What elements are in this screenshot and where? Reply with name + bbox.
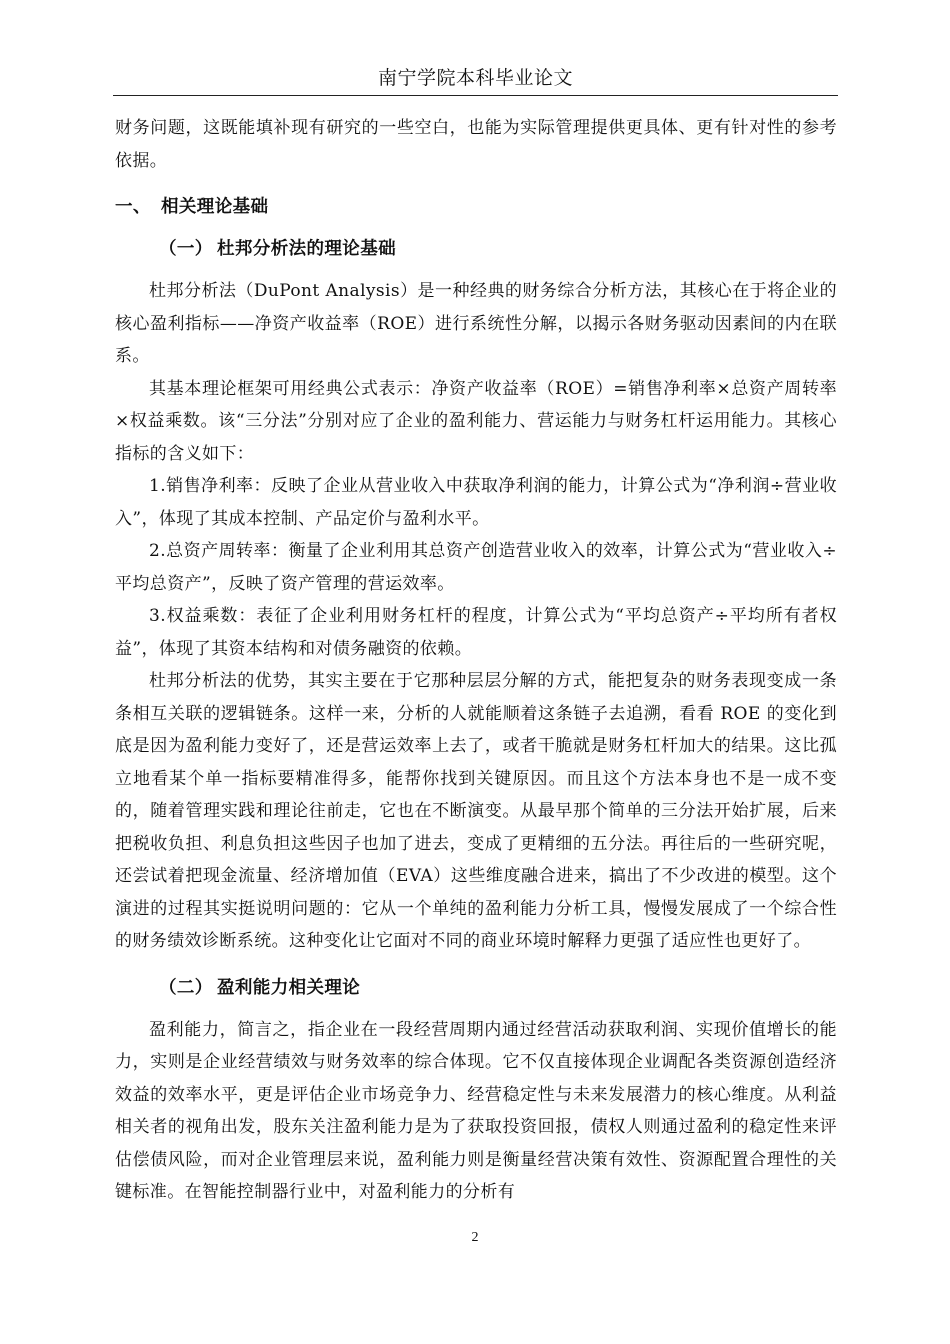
section-title: 相关理论基础 [161,197,269,217]
section-heading [115,191,837,223]
paragraph-dupont-advantages: 杜邦分析法的优势，其实主要在于它那种层层分解的方式，能把复杂的财务表现变成一条条相互关联的逻辑链条。这样一来，分析的人就能顺着这条链子去追溯，看看 ROE 的变化到底是因为盈利能力变好了，还是营运效率上去了，或者干脆就是财务杠杆加大的结果。这比孤立地看某个单一指标要精准得多，能帮你找到关键原因。而且这个方法本身也不是一成不变的，随着管理实践和理论往前走，它也在不断演变。从最早那个简单的三分法开始扩展，后来把税收负担、利息负担这些因子也加了进去，变成了更精细的五分法。再往后的一些研究呢，还尝试着把现金流量、经济增加值（EVA）这些维度融合进来，搞出了不少改进的模型。这个演进的过程其实挺说明问题的：它从一个单纯的盈利能力分析工具，慢慢发展成了一个综合性的财务绩效诊断系统。这种变化让它面对不同的商业环境时解释力更强了适应性也更好了。 [115,671,837,951]
list-item-asset-turnover: 2.总资产周转率：衡量了企业利用其总资产创造营业收入的效率，计算公式为“营业收入÷平均总资产”，反映了资产管理的营运效率。 [115,541,837,594]
subsection-heading-dupont [115,233,837,265]
paragraph-dupont-intro: 杜邦分析法（DuPont Analysis）是一种经典的财务综合分析方法，其核心在于将企业的核心盈利指标——净资产收益率（ROE）进行系统性分解，以揭示各财务驱动因素间的内在联系。 [115,281,837,366]
list-item-equity-multiplier: 3.权益乘数：表征了企业利用财务杠杆的程度，计算公式为“平均总资产÷平均所有者权益”，体现了其资本结构和对债务融资的依赖。 [115,606,837,659]
subsection-number: （二） [159,977,213,998]
subsection-title: 杜邦分析法的理论基础 [217,239,396,259]
section-number: 一、 [115,197,151,217]
subsection-title: 盈利能力相关理论 [217,977,361,998]
subsection-heading-profitability [115,972,837,1004]
paragraph-dupont-formula: 其基本理论框架可用经典公式表示：净资产收益率（ROE）=销售净利率×总资产周转率×权益乘数。该“三分法”分别对应了企业的盈利能力、营运能力与财务杠杆运用能力。其核心指标的含义如下： [115,378,837,464]
running-header: 南宁学院本科毕业论文 [377,67,573,89]
page-number: 2 [471,1230,479,1245]
subsection-number: （一） [159,239,213,259]
body-content [115,112,837,1209]
paragraph-continuation: 财务问题，这既能填补现有研究的一些空白，也能为实际管理提供更具体、更有针对性的参考依据。 [115,118,837,171]
header-divider [113,95,838,96]
paragraph-profitability: 盈利能力，简言之，指企业在一段经营周期内通过经营活动获取利润、实现价值增长的能力，实则是企业经营绩效与财务效率的综合体现。它不仅直接体现企业调配各类资源创造经济效益的效率水平，更是评估企业市场竞争力、经营稳定性与未来发展潜力的核心维度。从利益相关者的视角出发，股东关注盈利能力是为了获取投资回报，债权人则通过盈利的稳定性来评估偿债风险，而对企业管理层来说，盈利能力则是衡量经营决策有效性、资源配置合理性的关键标准。在智能控制器行业中，对盈利能力的分析有 [115,1019,837,1202]
list-item-net-profit-margin: 1.销售净利率：反映了企业从营业收入中获取净利润的能力，计算公式为“净利润÷营业收入”，体现了其成本控制、产品定价与盈利水平。 [115,476,837,529]
